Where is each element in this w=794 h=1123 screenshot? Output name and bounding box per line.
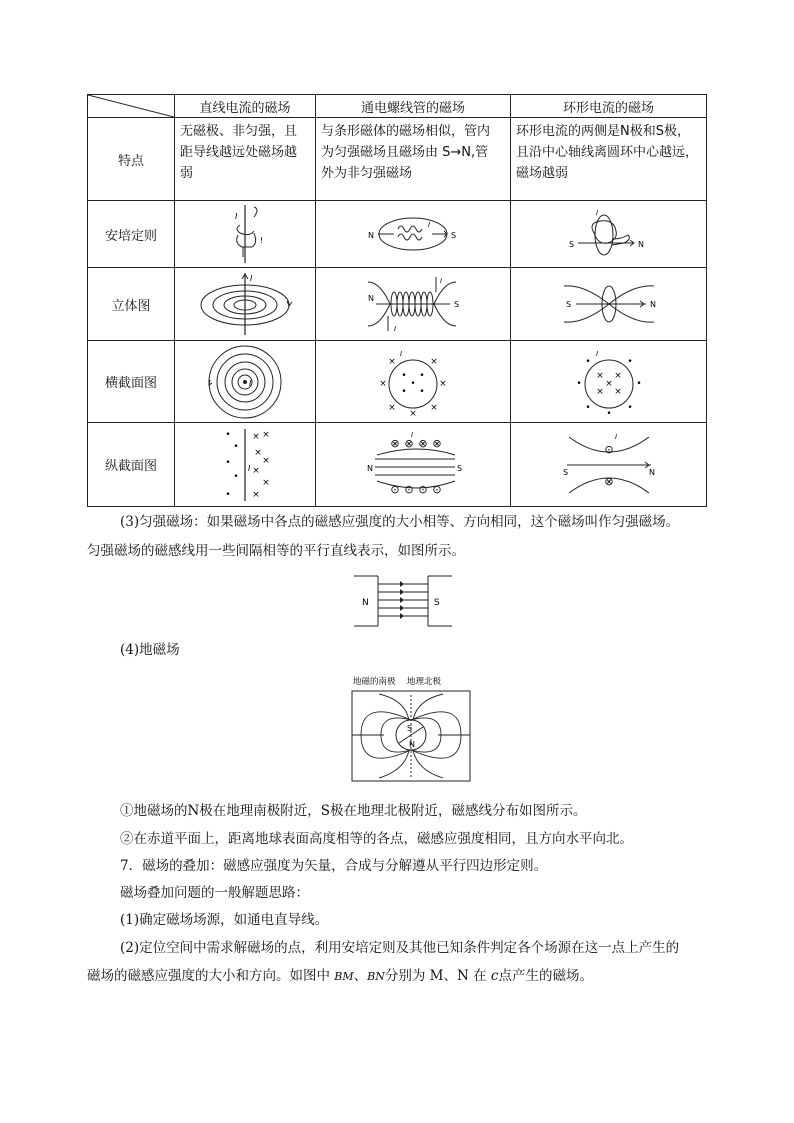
uniform-field-figure (354, 574, 452, 628)
cross-mark: × (439, 378, 447, 389)
label-n: N (367, 463, 373, 473)
dot-mark: • (635, 378, 642, 389)
magnetic-field-table (87, 94, 707, 507)
cross-solenoid-figure (316, 341, 511, 423)
geomagnetic-south-label: 地磁的南极 (353, 677, 396, 687)
b-m-symbol: BM (334, 970, 354, 983)
cross-mark: × (604, 378, 613, 389)
label-i: I (428, 221, 431, 229)
label-s: S (562, 467, 568, 477)
out-of-page-symbol: ⊙ (418, 482, 428, 496)
3d-solenoid-figure (316, 268, 511, 341)
uniform-field-paragraph-1: (3)匀强磁场：如果磁场中各点的磁感应强度的大小相等、方向相同，这个磁场叫作匀强磁场。 (120, 514, 680, 530)
dot-mark: • (605, 408, 612, 418)
label-s: S (454, 300, 460, 309)
cross-mark: × (262, 429, 270, 440)
dot-mark: • (401, 386, 407, 397)
dot-mark: • (233, 471, 239, 482)
superposition-step-1: (1)确定磁场场源，如通电直导线。 (120, 912, 329, 928)
diagonal-corner-cell (88, 95, 175, 118)
cross-mark: × (388, 402, 396, 413)
cross-mark: × (613, 370, 622, 381)
row-label-3d: 立体图 (88, 268, 175, 341)
label-i: I (614, 432, 617, 441)
cross-mark: × (254, 447, 262, 458)
feature-solenoid-line2: 为匀强磁场且磁场由 S→N,管 (321, 145, 489, 160)
label-s: S (451, 231, 457, 240)
label-i: I (235, 212, 238, 221)
table-row-features (88, 118, 707, 201)
feature-solenoid (316, 118, 511, 201)
cross-mark: × (262, 477, 270, 488)
dot-mark: • (419, 370, 425, 381)
ampere-loop-figure (511, 201, 707, 268)
step-2b-middle: 分别为 M、N 在 (384, 968, 491, 984)
cross-mark: × (252, 431, 260, 442)
dot-mark: • (233, 441, 239, 452)
feature-solenoid-line1: 与条形磁体的磁场相似，管内 (321, 124, 491, 139)
table-row-3d-view (88, 268, 707, 341)
into-page-symbol: ⊗ (390, 436, 400, 450)
label-n: N (368, 294, 374, 303)
row-label-longitudinal: 纵截面图 (88, 423, 175, 507)
row-label-features: 特点 (88, 118, 175, 201)
step-2b-prefix: 磁场的磁感应强度的大小和方向。如图中 (87, 968, 335, 984)
feature-straight (175, 118, 316, 201)
dot-mark: • (401, 370, 407, 381)
label-i: I (250, 274, 253, 283)
cross-mark: × (409, 408, 417, 418)
feature-straight-line3: 弱 (180, 166, 194, 181)
label-s: S (434, 598, 440, 608)
dot-mark: • (584, 402, 591, 413)
feature-straight-line1: 无磁极、非匀强，且 (180, 124, 298, 139)
dot-mark: • (410, 378, 416, 389)
dot-mark: • (225, 489, 231, 500)
header-solenoid: 通电螺线管的磁场 (316, 95, 511, 118)
out-of-page-symbol: ⊙ (404, 482, 414, 496)
cross-mark: × (430, 402, 438, 413)
table-row-longitudinal (88, 423, 707, 507)
label-s: S (457, 463, 463, 473)
label-i: I (249, 378, 252, 388)
dot-mark: • (225, 429, 231, 440)
label-n: N (649, 300, 656, 309)
label-s: S (565, 300, 571, 309)
separator: 、 (353, 968, 368, 984)
table-row-ampere-rule (88, 201, 707, 268)
cross-mark: × (252, 465, 260, 476)
out-of-page-symbol: ⊙ (603, 442, 614, 456)
into-page-symbol: ⊗ (418, 436, 428, 450)
cross-mark: × (379, 378, 387, 389)
header-loop-current: 环形电流的磁场 (511, 95, 707, 118)
3d-straight-figure (175, 268, 316, 341)
uniform-field-paragraph-2: 匀强磁场的磁感线用一些间隔相等的平行直线表示，如图所示。 (87, 543, 465, 559)
label-n: N (368, 231, 374, 240)
into-page-symbol: ⊗ (603, 474, 614, 488)
table-header-row (88, 95, 707, 118)
3d-loop-figure (511, 268, 707, 341)
cross-mark: × (595, 370, 604, 381)
superposition-subtitle: 磁场叠加问题的一般解题思路： (120, 885, 309, 901)
b-n-symbol: BN (367, 970, 385, 983)
earth-field-paragraph-2: ②在赤道平面上，距离地球表面高度相等的各点，磁感应强度相同，且方向水平向北。 (120, 831, 633, 847)
into-page-symbol: ⊗ (432, 436, 442, 450)
long-solenoid-figure (316, 423, 511, 507)
cross-loop-figure (511, 341, 707, 423)
svg-text:!: ! (260, 236, 264, 245)
table-row-cross-section (88, 341, 707, 423)
label-s: S (568, 240, 574, 249)
dot-mark: • (584, 356, 591, 367)
dot-mark: • (626, 402, 633, 413)
feature-loop (511, 118, 707, 201)
long-loop-figure (511, 423, 707, 507)
label-i: I (595, 349, 598, 358)
feature-solenoid-line3: 外为非匀强磁场 (321, 166, 413, 181)
row-label-cross: 横截面图 (88, 341, 175, 423)
cross-mark: × (252, 489, 260, 500)
cross-straight-figure (175, 341, 316, 423)
label-s: S (407, 724, 413, 733)
into-page-symbol: ⊗ (404, 436, 414, 450)
cross-mark: × (388, 356, 396, 367)
label-i: I (411, 430, 414, 439)
feature-loop-line1: 环形电流的两侧是N极和S极， (516, 124, 690, 139)
label-n: N (637, 240, 644, 249)
ampere-straight-figure (175, 201, 316, 268)
earth-field-figure (349, 673, 473, 785)
cross-mark: × (613, 386, 622, 397)
feature-loop-line2: 且沿中心轴线离圆环中心越远， (516, 145, 699, 160)
cross-mark: × (262, 455, 270, 466)
label-i: I (440, 277, 443, 285)
dot-mark: • (626, 356, 633, 367)
label-i: I (248, 463, 251, 473)
out-of-page-symbol: ⊙ (432, 482, 442, 496)
label-n: N (409, 740, 415, 749)
geographic-north-label: 地理北极 (407, 677, 442, 687)
dot-mark: • (419, 386, 425, 397)
ampere-solenoid-figure (316, 201, 511, 268)
row-label-ampere: 安培定则 (88, 201, 175, 268)
earth-field-heading: (4)地磁场 (120, 642, 180, 658)
label-i: I (394, 325, 397, 333)
feature-straight-line2: 距导线越远处磁场越 (180, 145, 298, 160)
feature-loop-line3: 磁场越弱 (516, 166, 569, 181)
label-i: I (400, 349, 403, 358)
dot-mark: • (225, 457, 231, 468)
dot-mark: • (575, 378, 582, 389)
long-straight-figure (175, 423, 316, 507)
cross-mark: × (595, 386, 604, 397)
header-straight-current: 直线电流的磁场 (175, 95, 316, 118)
point-c: c (490, 968, 499, 984)
label-n: N (648, 467, 655, 477)
superposition-title: 7．磁场的叠加：磁感应强度为矢量，合成与分解遵从平行四边形定则。 (120, 858, 548, 874)
label-n: N (362, 598, 369, 608)
step-2b-end: 点产生的磁场。 (498, 968, 593, 984)
label-i: I (595, 209, 598, 217)
superposition-step-2a: (2)定位空间中需求解磁场的点，利用安培定则及其他已知条件判定各个场源在这一点上产生的 (120, 940, 680, 956)
out-of-page-symbol: ⊙ (390, 482, 400, 496)
superposition-step-2b (87, 966, 593, 987)
cross-mark: × (430, 356, 438, 367)
diagonal-line (88, 95, 174, 117)
earth-field-paragraph-1: ①地磁场的N极在地理南极附近，S极在地理北极附近，磁感线分布如图所示。 (120, 803, 587, 819)
